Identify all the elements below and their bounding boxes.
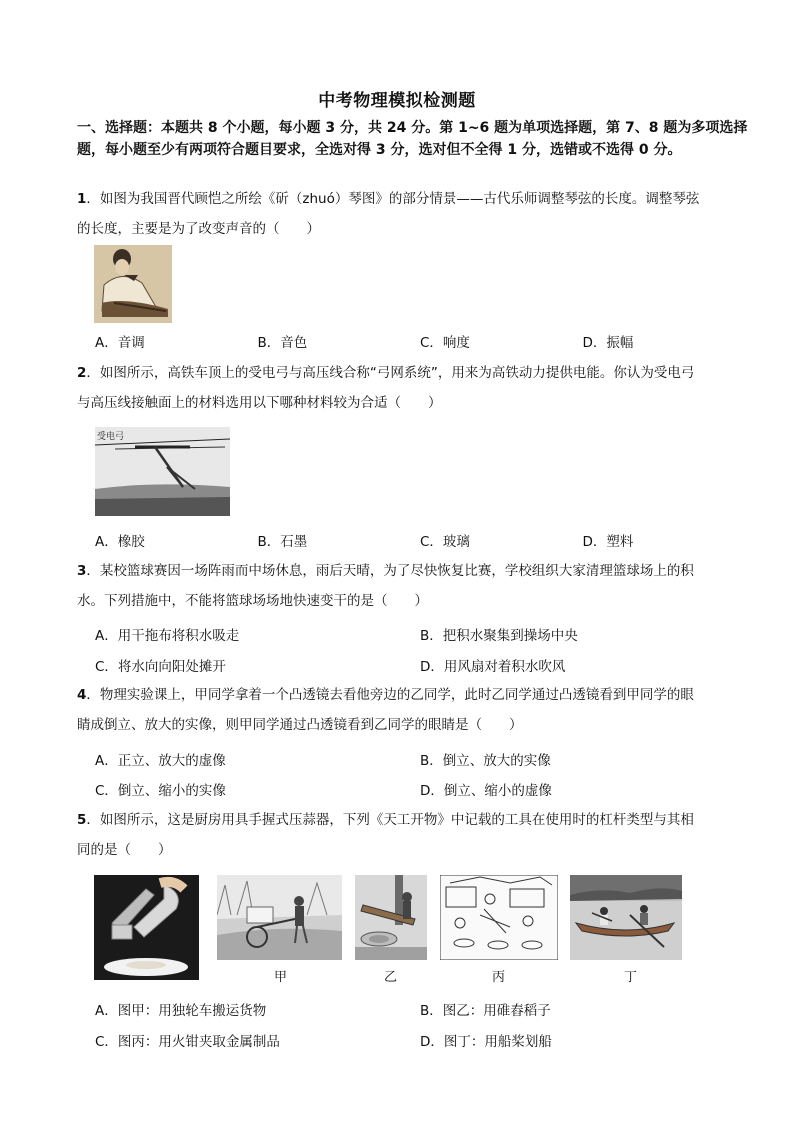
option-a[interactable]: A．橡胶 <box>95 534 145 550</box>
question-number: 5 <box>77 812 87 828</box>
caption-yi: 乙 <box>384 970 398 985</box>
question-3-line1 <box>77 556 749 586</box>
option-b[interactable]: B．倒立、放大的实像 <box>420 753 551 769</box>
question-1 <box>77 184 749 244</box>
question-2 <box>77 358 749 418</box>
garlic-press-image <box>94 875 199 980</box>
caption-jia: 甲 <box>274 970 288 985</box>
question-text: ．如图为我国晋代顾恺之所绘《斫（zhuó）琴图》的部分情景——古代乐师调整琴弦的长度。调整琴弦 <box>86 191 700 207</box>
question-1-line2: 的长度，主要是为了改变声音的（ ） <box>77 221 320 237</box>
question-number: 4 <box>77 687 87 703</box>
option-b[interactable]: B．音色 <box>257 335 308 351</box>
question-4-line1 <box>77 680 749 710</box>
mortar-drawing <box>355 875 427 960</box>
question-4-options-row1 <box>95 749 745 769</box>
question-text: ．如图所示，这是厨房用具手握式压蒜器，下列《天工开物》中记载的工具在使用时的杠杆类型与其相 <box>86 812 694 828</box>
question-number: 1 <box>77 191 87 207</box>
wheelbarrow-image <box>217 875 342 960</box>
option-d[interactable]: D．图丁：用船桨划船 <box>420 1034 552 1050</box>
option-c[interactable]: C．倒立、缩小的实像 <box>95 783 226 799</box>
guqin-painting-image <box>94 245 172 323</box>
option-b[interactable]: B．石墨 <box>257 534 308 550</box>
page-title: 中考物理模拟检测题 <box>318 91 476 111</box>
question-5-line2: 同的是（ ） <box>77 842 172 858</box>
question-1-line1 <box>77 184 749 214</box>
option-a[interactable]: A．正立、放大的虚像 <box>95 753 226 769</box>
guqin-painting-drawing <box>94 245 172 323</box>
question-text: ．物理实验课上，甲同学拿着一个凸透镜去看他旁边的乙同学，此时乙同学通过凸透镜看到甲同学的眼 <box>86 687 694 703</box>
question-text: ．某校篮球赛因一场阵雨而中场休息，雨后天晴，为了尽快恢复比赛，学校组织大家清理篮球场上的积 <box>86 563 694 579</box>
question-4-options-row2 <box>95 779 745 799</box>
question-3-options-row1 <box>95 624 745 644</box>
mortar-image <box>355 875 427 960</box>
caption-bing: 丙 <box>492 970 506 985</box>
question-5 <box>77 805 749 865</box>
caption-ding: 丁 <box>624 970 638 985</box>
rowing-boat-drawing <box>570 875 682 960</box>
question-2-options <box>95 530 745 550</box>
option-d[interactable]: D．振幅 <box>582 335 634 351</box>
option-c[interactable]: C．图丙：用火钳夹取金属制品 <box>95 1034 280 1050</box>
question-5-options-row1 <box>95 999 745 1019</box>
option-c[interactable]: C．玻璃 <box>420 534 470 550</box>
question-5-options-row2 <box>95 1030 745 1050</box>
section-instructions: 一、选择题：本题共 8 个小题，每小题 3 分，共 24 分。第 1~6 题为单项选择题，第 7、8 题为多项选择题，每小题至少有两项符合题目要求，全选对得 3 分，选对但不全得 1 分，选错或不选得 0 分。 <box>77 120 748 158</box>
question-number: 2 <box>77 365 87 381</box>
image-label: 受电弓 <box>97 432 125 442</box>
rowing-boat-image <box>570 875 682 960</box>
question-4-line2: 睛成倒立、放大的实像，则甲同学通过凸透镜看到乙同学的眼睛是（ ） <box>77 717 523 733</box>
question-2-line2: 与高压线接触面上的材料选用以下哪种材料较为合适（ ） <box>77 395 442 411</box>
option-d[interactable]: D．用风扇对着积水吹风 <box>420 659 566 675</box>
tongs-workshop-image <box>440 875 558 960</box>
question-3 <box>77 556 749 616</box>
garlic-press-drawing <box>94 875 199 980</box>
question-4 <box>77 680 749 740</box>
option-d[interactable]: D．倒立、缩小的虚像 <box>420 783 552 799</box>
option-a[interactable]: A．图甲：用独轮车搬运货物 <box>95 1003 267 1019</box>
option-d[interactable]: D．塑料 <box>582 534 634 550</box>
wheelbarrow-drawing <box>217 875 342 960</box>
option-c[interactable]: C．将水向向阳处摊开 <box>95 659 226 675</box>
question-3-line2: 水。下列措施中，不能将篮球场场地快速变干的是（ ） <box>77 593 428 609</box>
question-3-options-row2 <box>95 655 745 675</box>
question-2-line1 <box>77 358 749 388</box>
option-a[interactable]: A．音调 <box>95 335 145 351</box>
pantograph-image <box>95 427 230 516</box>
option-b[interactable]: B．图乙：用碓舂稻子 <box>420 1003 551 1019</box>
option-a[interactable]: A．用干拖布将积水吸走 <box>95 628 240 644</box>
question-text: ．如图所示，高铁车顶上的受电弓与高压线合称“弓网系统”，用来为高铁动力提供电能。你认为受电弓 <box>86 365 695 381</box>
option-c[interactable]: C．响度 <box>420 335 470 351</box>
tongs-workshop-drawing <box>440 875 558 960</box>
question-number: 3 <box>77 563 87 579</box>
question-5-line1 <box>77 805 749 835</box>
question-1-options <box>95 331 745 351</box>
option-b[interactable]: B．把积水聚集到操场中央 <box>420 628 578 644</box>
